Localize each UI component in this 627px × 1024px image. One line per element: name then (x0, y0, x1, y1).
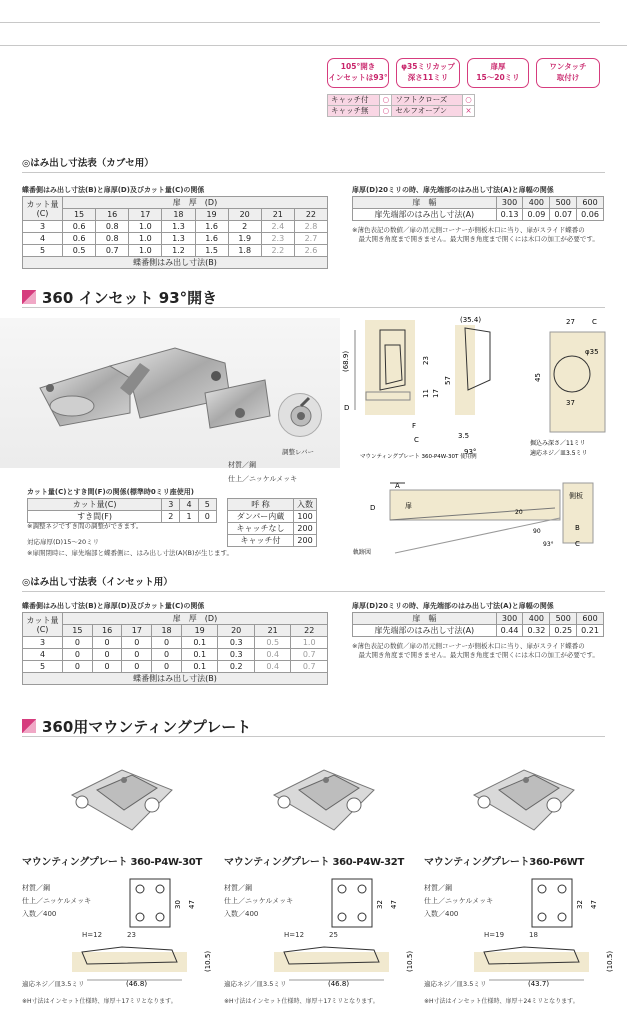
thickness-col: 15 (63, 625, 93, 637)
width-col: 600 (577, 613, 604, 625)
plate-heading (22, 716, 251, 737)
width-row-label: 扉先端部のはみ出し寸法(A) (353, 625, 497, 637)
width-header: 扉 幅 (353, 197, 497, 209)
plate-photo-icon (62, 750, 182, 845)
protrusion-value: 0.7 (291, 649, 328, 661)
svg-text:扉: 扉 (405, 502, 412, 510)
protrusion-value: 0.2 (218, 661, 255, 673)
svg-text:20: 20 (515, 509, 523, 516)
protrusion-value: 0.8 (96, 221, 129, 233)
close-mark: × (463, 106, 475, 117)
cut-value: 5 (23, 661, 63, 673)
plate-side-drawing (62, 942, 212, 987)
width-row-label: 扉先端部のはみ出し寸法(A) (353, 209, 497, 221)
table-row (23, 233, 328, 245)
svg-text:A: A (395, 482, 400, 490)
width-col: 400 (523, 613, 550, 625)
gap-cell: 0 (198, 511, 216, 523)
trajectory-diagram (345, 478, 605, 558)
kabuse-note: ※薄色表記の数値／扉の吊元側コーナーが側板木口に当り、扉がスライド蝶番の 最大開き角度まで開きません。最大開き角度まで開くには木口の加工が必要です。 (352, 226, 599, 243)
svg-text:側板: 側板 (569, 492, 583, 500)
plate-qty: 入数／400 (424, 910, 459, 918)
protrusion-value: 0 (63, 649, 93, 661)
protrusion-value: 2 (228, 221, 261, 233)
inset-width-table (352, 612, 604, 637)
spec-name: キャッチ付 (228, 535, 294, 547)
thickness-col: 22 (294, 209, 327, 221)
dim-hh: (10.5) (204, 950, 212, 972)
dim-dd: (46.8) (126, 980, 148, 987)
plate-note: ※H寸法はインセット仕様時、扉厚＋24ミリとなります。 (424, 998, 579, 1005)
protrusion-value: 0 (92, 661, 122, 673)
plate-qty: 入数／400 (224, 910, 259, 918)
protrusion-value: 0.6 (63, 221, 96, 233)
svg-text:27: 27 (566, 318, 575, 326)
door-label: 扉 厚 (D) (63, 613, 328, 625)
plate-finish: 仕上／ニッケルメッキ (424, 897, 494, 905)
protrusion-value: 0 (152, 637, 182, 649)
plate-rule (22, 736, 605, 737)
width-col: 300 (496, 613, 523, 625)
plate-qty: 入数／400 (22, 910, 57, 918)
plate-note: ※H寸法はインセット仕様時、扉厚＋17ミリとなります。 (22, 998, 177, 1005)
width-val: 0.44 (496, 625, 523, 637)
width-val: 0.06 (577, 209, 604, 221)
plate-name: マウンティングプレート360-P6WT (424, 857, 585, 868)
width-col: 500 (550, 197, 577, 209)
svg-text:93°: 93° (464, 448, 477, 456)
protrusion-value: 2.8 (294, 221, 327, 233)
plate-h: H=12 (82, 931, 103, 939)
plate-heading-text: 360用マウンティングプレート (42, 718, 252, 736)
table-row (23, 637, 328, 649)
spec-name: キャッチなし (228, 523, 294, 535)
inset-right-caption: 扉厚(D)20ミリの時、扉先端部のはみ出し寸法(A)と扉幅の関係 (352, 602, 554, 610)
plate-material: 材質／鋼 (224, 884, 252, 892)
table-row (23, 245, 328, 257)
plate-screw: 適応ネジ／皿3.5ミリ (424, 980, 487, 988)
protrusion-value: 2.3 (261, 233, 294, 245)
spec-qty: 200 (294, 535, 317, 547)
width-col: 600 (577, 197, 604, 209)
badge-onetouch: ワンタッチ 取付け (536, 58, 600, 88)
table-footer: 蝶番側はみ出し寸法(B) (23, 673, 328, 685)
lever-closeup-icon (278, 393, 322, 437)
width-col: 400 (523, 197, 550, 209)
inset-finish: 仕上／ニッケルメッキ (228, 475, 298, 483)
protrusion-value: 1.5 (195, 245, 228, 257)
thickness-col: 18 (152, 625, 182, 637)
gap-table (27, 498, 217, 523)
protrusion-value: 2.6 (294, 245, 327, 257)
thickness-col: 22 (291, 625, 328, 637)
thickness-col: 18 (162, 209, 195, 221)
svg-text:(35.4): (35.4) (460, 316, 482, 324)
inset-rule (22, 307, 605, 308)
kabuse-table (22, 196, 328, 269)
dim-d1: 30 (174, 900, 182, 909)
inset-material: 材質／鋼 (228, 461, 256, 469)
top-rule (0, 22, 600, 23)
cut-value: 5 (23, 245, 63, 257)
svg-text:掘込み深さ／11ミリ: 掘込み深さ／11ミリ (530, 440, 586, 447)
plate-w: 23 (127, 931, 136, 939)
protrusion-value: 0 (92, 637, 122, 649)
thickness-col: 15 (63, 209, 96, 221)
svg-text:φ35: φ35 (585, 348, 599, 356)
protrusion-value: 0.3 (218, 637, 255, 649)
svg-text:(68.9): (68.9) (342, 350, 350, 372)
protrusion-value: 1.0 (129, 233, 162, 245)
kabuse-width-table (352, 196, 604, 221)
protrusion-value: 1.3 (162, 221, 195, 233)
width-val: 0.25 (550, 625, 577, 637)
inset-table (22, 612, 328, 685)
table-footer: 蝶番側はみ出し寸法(B) (23, 257, 328, 269)
inset-table-rule (22, 591, 605, 592)
width-val: 0.13 (496, 209, 523, 221)
protrusion-value: 2.4 (261, 221, 294, 233)
thickness-col: 20 (218, 625, 255, 637)
badge-opening: 105°開き インセットは93° (327, 58, 389, 88)
svg-text:C: C (414, 436, 419, 444)
hinge-icon (0, 318, 340, 468)
plate-screw: 適応ネジ／皿3.5ミリ (22, 980, 85, 988)
thickness-col: 19 (181, 625, 218, 637)
plate-material: 材質／鋼 (424, 884, 452, 892)
dim-dd: (46.8) (328, 980, 350, 987)
dim-d2: 47 (590, 900, 598, 909)
protrusion-value: 0.3 (218, 649, 255, 661)
protrusion-value: 0 (92, 649, 122, 661)
gap-header: 5 (198, 499, 216, 511)
protrusion-value: 1.6 (195, 221, 228, 233)
svg-text:45: 45 (534, 373, 542, 382)
cut-value: 4 (23, 233, 63, 245)
cut-value: 3 (23, 637, 63, 649)
protrusion-value: 1.9 (228, 233, 261, 245)
plate-top-drawing (324, 875, 409, 930)
svg-text:11: 11 (422, 389, 430, 398)
heading-square-icon (22, 290, 36, 304)
header-rule (0, 45, 627, 46)
thickness-col: 17 (129, 209, 162, 221)
thickness-col: 21 (254, 625, 291, 637)
inset-table-title: ◎はみ出し寸法表（インセット用） (22, 577, 173, 588)
plate-side-drawing (464, 942, 614, 987)
dim-hh: (10.5) (406, 950, 414, 972)
catch-mark: ○ (380, 106, 392, 117)
cut-value: 3 (23, 221, 63, 233)
svg-text:93°: 93° (543, 541, 554, 548)
svg-text:マウンティングプレート 360-P4W-30T 使用例: マウンティングプレート 360-P4W-30T 使用例 (360, 454, 477, 460)
svg-text:B: B (575, 524, 580, 532)
hinge-photo (0, 318, 340, 468)
dim-hh: (10.5) (606, 950, 614, 972)
protrusion-value: 0.1 (181, 649, 218, 661)
gap-header: カット量(C) (28, 499, 162, 511)
protrusion-value: 0 (63, 637, 93, 649)
catch-mark: ○ (380, 95, 392, 106)
svg-text:37: 37 (566, 399, 575, 407)
spec-header: 入数 (294, 499, 317, 511)
plate-screw: 適応ネジ／皿3.5ミリ (224, 980, 287, 988)
protrusion-value: 0 (152, 649, 182, 661)
catch-label: キャッチ付 (328, 95, 380, 106)
thickness-col: 19 (195, 209, 228, 221)
table-row (23, 661, 328, 673)
svg-text:C: C (575, 540, 580, 548)
inset-left-caption: 蝶番側はみ出し寸法(B)と扉厚(D)及びカット量(C)の関係 (22, 602, 205, 610)
spec-name: ダンパー内蔵 (228, 511, 294, 523)
protrusion-value: 1.2 (162, 245, 195, 257)
dim-dd: (43.7) (528, 980, 550, 987)
width-val: 0.32 (523, 625, 550, 637)
thickness-col: 16 (96, 209, 129, 221)
kabuse-title: ◎はみ出し寸法表（カブセ用） (22, 158, 154, 169)
plate-top-drawing (524, 875, 609, 930)
heading-square-icon (22, 719, 36, 733)
close-label: ソフトクローズ (392, 95, 463, 106)
svg-text:90: 90 (533, 528, 541, 535)
width-header: 扉 幅 (353, 613, 497, 625)
kabuse-left-caption: 蝶番側はみ出し寸法(B)と扉厚(D)及びカット量(C)の関係 (22, 186, 205, 194)
plate-name: マウンティングプレート 360-P4W-32T (224, 857, 404, 868)
dim-d2: 47 (188, 900, 196, 909)
inset-heading (22, 287, 217, 308)
inset-heading-text: 360 インセット 93°開き (42, 289, 218, 307)
width-val: 0.09 (523, 209, 550, 221)
door-range: 対応扉厚(D)15〜20ミリ (27, 538, 100, 546)
catch-table (327, 94, 475, 117)
protrusion-value: 1.3 (162, 233, 195, 245)
plate-w: 18 (529, 931, 538, 939)
close-mark: ○ (463, 95, 475, 106)
protrusion-value: 0 (152, 661, 182, 673)
protrusion-value: 0.4 (254, 649, 291, 661)
thickness-col: 17 (122, 625, 152, 637)
dim-d2: 47 (390, 900, 398, 909)
spec-header: 呼 称 (228, 499, 294, 511)
protrusion-value: 0.1 (181, 637, 218, 649)
plate-top-drawing (122, 875, 207, 930)
plate-h: H=12 (284, 931, 305, 939)
width-val: 0.07 (550, 209, 577, 221)
svg-text:F: F (412, 422, 417, 430)
protrusion-value: 0.4 (254, 661, 291, 673)
thickness-col: 20 (228, 209, 261, 221)
spec-qty: 200 (294, 523, 317, 535)
catch-label: キャッチ無 (328, 106, 380, 117)
door-label: 扉 厚 (D) (63, 197, 328, 209)
cut-value: 4 (23, 649, 63, 661)
plate-photo-icon (464, 750, 584, 845)
protrusion-value: 2.2 (261, 245, 294, 257)
close-label: セルフオープン (392, 106, 463, 117)
plate-photo-icon (264, 750, 384, 845)
spec-qty: 100 (294, 511, 317, 523)
kabuse-rule (22, 172, 605, 173)
thickness-col: 21 (261, 209, 294, 221)
protrusion-value: 1.6 (195, 233, 228, 245)
gap-header: 3 (162, 499, 180, 511)
gap-cell: 1 (180, 511, 198, 523)
gap-note: ※調整ネジですき間の調整ができます。 (27, 522, 143, 530)
svg-text:3.5: 3.5 (458, 432, 470, 440)
dim-d1: 32 (576, 900, 584, 909)
protrusion-value: 0.5 (63, 245, 96, 257)
plate-h: H=19 (484, 931, 505, 939)
svg-text:軌跡図: 軌跡図 (353, 549, 372, 556)
table-row (23, 221, 328, 233)
width-val: 0.21 (577, 625, 604, 637)
svg-text:C: C (592, 318, 597, 326)
protrusion-value: 0 (122, 661, 152, 673)
svg-text:23: 23 (422, 356, 430, 365)
plate-name: マウンティングプレート 360-P4W-30T (22, 857, 202, 868)
protrusion-value: 0 (63, 661, 93, 673)
protrusion-value: 0.7 (291, 661, 328, 673)
svg-text:D: D (344, 404, 350, 412)
dim-d1: 32 (376, 900, 384, 909)
corner-label: カット量 (C) (23, 197, 63, 221)
inset-spec-table (227, 498, 317, 547)
protrusion-value: 0.1 (181, 661, 218, 673)
thickness-col: 16 (92, 625, 122, 637)
door-note: ※扉開閉時に、扉先端部と蝶番側に、はみ出し寸法(A)(B)が生じます。 (27, 549, 233, 557)
corner-label: カット量 (C) (23, 613, 63, 637)
protrusion-value: 1.0 (129, 221, 162, 233)
protrusion-value: 0.6 (63, 233, 96, 245)
plate-side-drawing (264, 942, 414, 987)
badge-cup: φ35ミリカップ 深さ11ミリ (396, 58, 460, 88)
table-row (23, 649, 328, 661)
protrusion-value: 2.7 (294, 233, 327, 245)
protrusion-value: 0 (122, 649, 152, 661)
lever-label: 調整レバー (282, 448, 315, 456)
kabuse-right-caption: 扉厚(D)20ミリの時、扉先端部のはみ出し寸法(A)と扉幅の関係 (352, 186, 554, 194)
svg-text:57: 57 (444, 376, 452, 385)
protrusion-value: 0.5 (254, 637, 291, 649)
protrusion-value: 0 (122, 637, 152, 649)
plate-material: 材質／鋼 (22, 884, 50, 892)
gap-cell: 2 (162, 511, 180, 523)
plate-finish: 仕上／ニッケルメッキ (224, 897, 294, 905)
gap-cell: すき間(F) (28, 511, 162, 523)
svg-text:適応ネジ／皿3.5ミリ: 適応ネジ／皿3.5ミリ (530, 450, 588, 457)
gap-caption: カット量(C)とすき間(F)の関係(標準時0ミリ座使用) (27, 488, 194, 496)
plate-finish: 仕上／ニッケルメッキ (22, 897, 92, 905)
width-col: 300 (496, 197, 523, 209)
plate-w: 25 (329, 931, 338, 939)
plate-note: ※H寸法はインセット仕様時、扉厚＋17ミリとなります。 (224, 998, 379, 1005)
svg-text:D: D (370, 504, 376, 512)
protrusion-value: 1.8 (228, 245, 261, 257)
badge-door-thickness: 扉厚 15〜20ミリ (467, 58, 529, 88)
inset-note: ※薄色表記の数値／扉の吊元側コーナーが側板木口に当り、扉がスライド蝶番の 最大開き角度まで開きません。最大開き角度まで開くには木口の加工が必要です。 (352, 642, 599, 659)
inset-drawing (340, 310, 610, 470)
protrusion-value: 1.0 (291, 637, 328, 649)
gap-header: 4 (180, 499, 198, 511)
protrusion-value: 0.8 (96, 233, 129, 245)
width-col: 500 (550, 613, 577, 625)
svg-text:17: 17 (432, 389, 440, 398)
protrusion-value: 0.7 (96, 245, 129, 257)
protrusion-value: 1.0 (129, 245, 162, 257)
